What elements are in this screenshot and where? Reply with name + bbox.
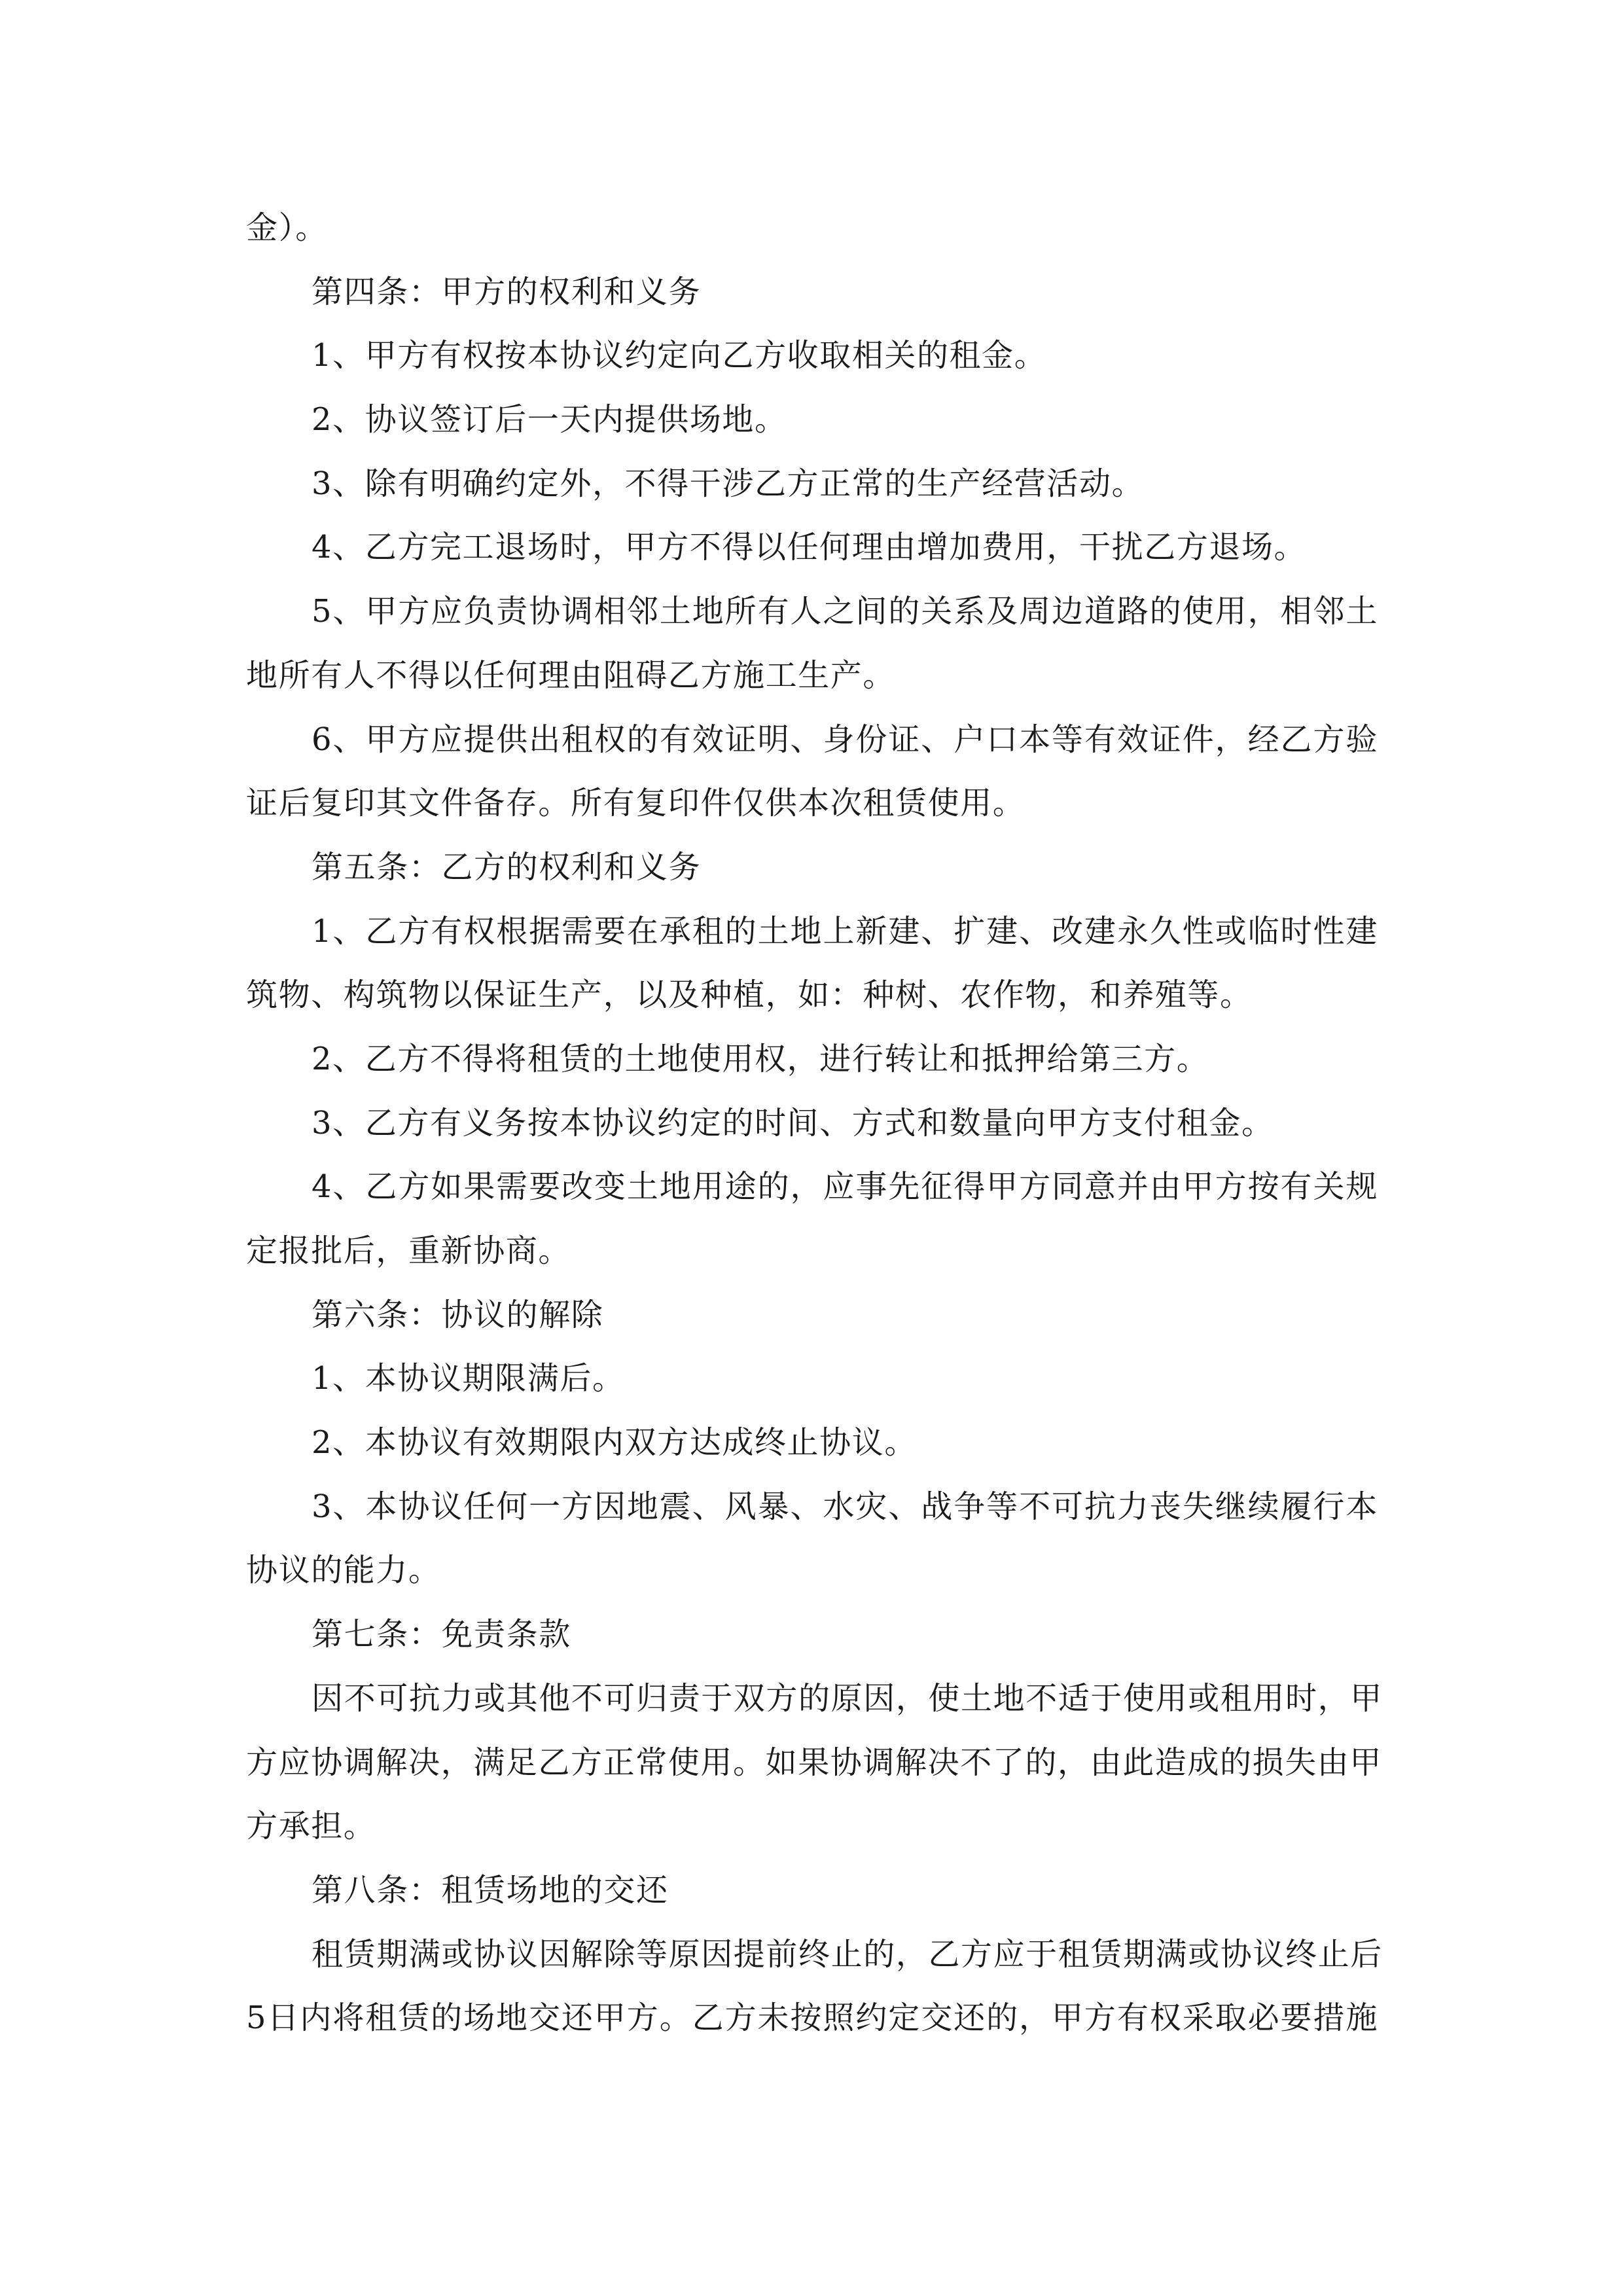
text-line: 因不可抗力或其他不可归责于双方的原因，使土地不适于使用或租用时，甲	[312, 1679, 1383, 1717]
text-line: 证后复印其文件备存。所有复印件仅供本次租赁使用。	[246, 785, 1026, 822]
text-line: 1、本协议期限满后。	[312, 1360, 625, 1397]
text-line: 方承担。	[246, 1808, 376, 1845]
document-page	[246, 196, 1383, 2051]
text-line: 1、乙方有权根据需要在承租的土地上新建、扩建、改建永久性或临时性建	[312, 912, 1378, 950]
text-line: 5日内将租赁的场地交还甲方。乙方未按照约定交还的，甲方有权采取必要措施	[246, 2000, 1378, 2037]
section-heading: 第四条：甲方的权利和义务	[312, 273, 702, 310]
text-line: 2、乙方不得将租赁的土地使用权，进行转让和抵押给第三方。	[312, 1040, 1209, 1077]
text-line: 2、本协议有效期限内双方达成终止协议。	[312, 1424, 917, 1462]
text-line: 3、本协议任何一方因地震、风暴、水灾、战争等不可抗力丧失继续履行本	[312, 1488, 1378, 1525]
section-heading: 第七条：免责条款	[312, 1616, 571, 1653]
text-line: 租赁期满或协议因解除等原因提前终止的，乙方应于租赁期满或协议终止后	[312, 1935, 1383, 1973]
text-line: 2、协议签订后一天内提供场地。	[312, 401, 787, 439]
text-line: 3、除有明确约定外，不得干涉乙方正常的生产经营活动。	[312, 465, 1145, 502]
text-line: 筑物、构筑物以保证生产，以及种植，如：种树、农作物，和养殖等。	[246, 977, 1253, 1014]
text-line: 协议的能力。	[246, 1552, 441, 1589]
section-heading: 第八条：租赁场地的交还	[312, 1871, 669, 1909]
section-heading: 第六条：协议的解除	[312, 1296, 604, 1333]
text-line: 1、甲方有权按本协议约定向乙方收取相关的租金。	[312, 337, 1047, 374]
text-line: 3、乙方有义务按本协议约定的时间、方式和数量向甲方支付租金。	[312, 1104, 1274, 1141]
section-heading: 第五条：乙方的权利和义务	[312, 848, 702, 886]
text-line: 4、乙方完工退场时，甲方不得以任何理由增加费用，干扰乙方退场。	[312, 529, 1307, 566]
text-line: 地所有人不得以任何理由阻碍乙方施工生产。	[246, 656, 896, 694]
text-line: 5、甲方应负责协调相邻土地所有人之间的关系及周边道路的使用，相邻土	[312, 593, 1378, 630]
text-line: 6、甲方应提供出租权的有效证明、身份证、户口本等有效证件，经乙方验	[312, 721, 1378, 758]
text-line: 定报批后，重新协商。	[246, 1232, 571, 1269]
text-line: 方应协调解决，满足乙方正常使用。如果协调解决不了的，由此造成的损失由甲	[246, 1744, 1383, 1781]
text-line: 4、乙方如果需要改变土地用途的，应事先征得甲方同意并由甲方按有关规	[312, 1168, 1378, 1206]
text-line: 金）。	[246, 209, 328, 246]
